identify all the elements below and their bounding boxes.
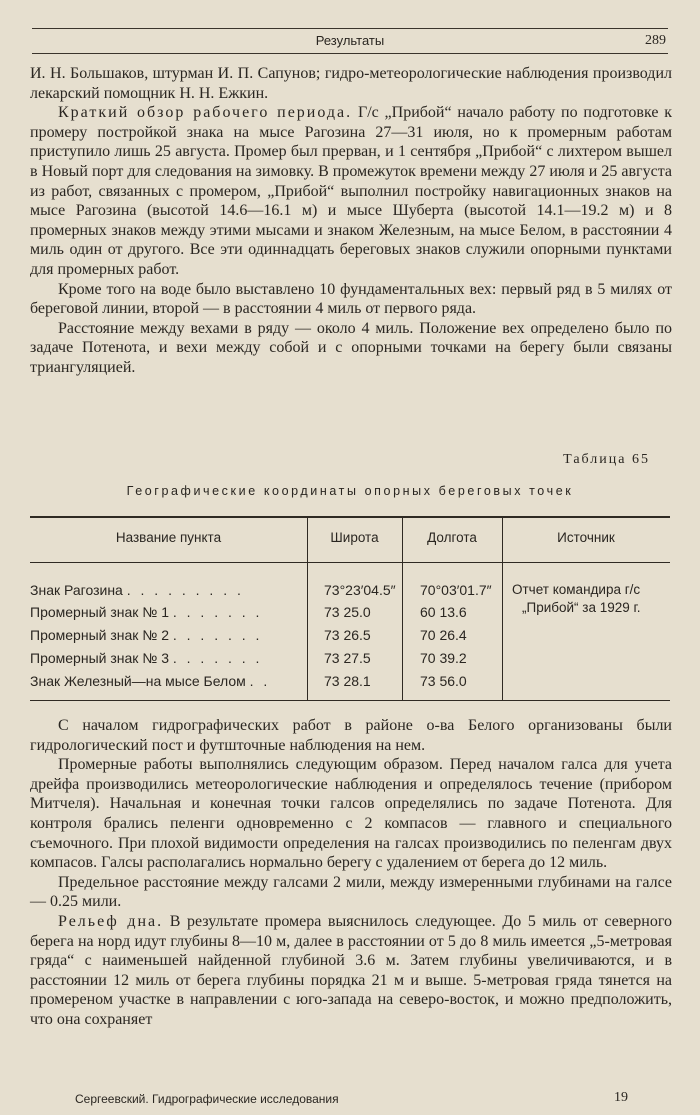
header-latitude: Широта: [330, 530, 379, 545]
paragraph: [30, 103, 672, 279]
row-longitude: 70 26.4: [420, 627, 467, 643]
paragraph: [30, 873, 672, 912]
table-title: Географические координаты опорных береговых точек: [126, 484, 574, 498]
paragraph-text: Г/с „Прибой“ начало работу по подготовке к промеру постройкой знака на мысе Рагозина 27—31 июля, но к промерным работам приступило лишь 25 августа. Промер был прерван, и 1 сентября „Прибой“ с лихтером вышел в Новый порт для следования на зимовку. В промежуток времени между 27 июля и 25 августа из работ, связанных с промером, „Прибой“ выполнил постройку навигационных знаков на мысе Рагозина (высотой 14.6—16.1 м) и мысе Шуберта (высотой 14.1—19.2 м) и 8 промерных знаков между этими мысами и знаком Железным, на мысе Белом, в расстоянии 4 миль один от другого. Все эти одиннадцать береговых знаков служили опорными пунктами для промерных работ.: [30, 104, 672, 278]
paragraph: [30, 716, 672, 755]
table-top-rule: [30, 516, 670, 518]
paragraph: [30, 755, 672, 873]
row-latitude: 73 25.0: [324, 604, 371, 620]
page-number: 289: [645, 33, 666, 48]
running-header-title: Результаты: [315, 33, 385, 48]
footer-source: Сергеевский. Гидрографические исследования: [75, 1092, 339, 1106]
paragraph-text: Расстояние между вехами в ряду — около 4 миль. Положение вех определено было по задаче Потенота, и вехи между собой и с опорными точками на берегу были связаны триангуляцией.: [30, 319, 672, 376]
row-latitude: 73 28.1: [324, 673, 371, 689]
paragraph: [30, 280, 672, 319]
paragraph-text: С началом гидрографических работ в районе о-ва Белого организованы были гидрологический пост и футшточные наблюдения на нем.: [30, 717, 672, 754]
source-line-2: „Прибой“ за 1929 г.: [522, 600, 641, 615]
paragraph-text: Предельное расстояние между галсами 2 мили, между измеренными глубинами на галсе — 0.25 мили.: [30, 873, 672, 911]
row-name: Знак Рагозина . . . . . . . . .: [30, 582, 244, 598]
body-text-top: [30, 64, 672, 378]
row-latitude: 73 27.5: [324, 650, 371, 666]
row-latitude: 73°23′04.5″: [324, 582, 396, 598]
table-bottom-rule: [30, 700, 670, 701]
row-longitude: 60 13.6: [420, 604, 467, 620]
table-label: Таблица 65: [563, 452, 650, 467]
header-longitude: Долгота: [427, 530, 477, 545]
paragraph-text: Промерные работы выполнялись следующим образом. Перед началом галса для учета дрейфа производились метеорологические наблюдения и определялось течение (прибором Митчеля). Начальная и конечная точки галсов определялись по задаче Потенота. Для контроля брались пеленги одновременно с 2 компасов — главного и специального съемочного. При плохой видимости определения на галсах производились по пеленгам двух компасов. Галсы располагались нормально берегу с удалением от берега до 12 миль.: [30, 756, 672, 872]
table-header-rule: [30, 562, 670, 563]
section-lead-in: Краткий обзор рабочего периода.: [58, 104, 353, 122]
row-longitude: 70°03′01.7″: [420, 582, 492, 598]
paragraph: [30, 912, 672, 1030]
paragraph: [30, 64, 672, 103]
paragraph-text: И. Н. Большаков, штурман И. П. Сапунов; гидро-метеорологические наблюдения производил лекарский помощник Н. Н. Ежкин.: [30, 65, 672, 102]
body-text-bottom: [30, 716, 672, 1030]
running-header: [32, 28, 668, 54]
section-lead-in: Рельеф дна.: [58, 912, 164, 930]
paragraph-text: В результате промера выяснилось следующее. До 5 миль от северного берега на норд идут глубины 8—10 м, далее в расстоянии от 5 до 8 миль имеется „5-метровая гряда“ с наименьшей найденной глубиной 3.6 м. Затем глубины увеличиваются, и в расстоянии 12 миль от берега глубины порядка 21 м и выше. 5-метровая гряда тянется на промереном участке в направлении с юго-запада на северо-восток, и можно предположить, что она сохраняет: [30, 912, 672, 1028]
source-line-1: Отчет командира г/с: [512, 582, 641, 597]
row-name: Промерный знак № 1 . . . . . . .: [30, 604, 263, 620]
signature-mark: 19: [614, 1090, 628, 1105]
coordinates-table: [30, 516, 670, 702]
row-longitude: 73 56.0: [420, 673, 467, 689]
row-longitude: 70 39.2: [420, 650, 467, 666]
row-latitude: 73 26.5: [324, 627, 371, 643]
row-name: Знак Железный—на мысе Белом . .: [30, 673, 271, 689]
paragraph: [30, 319, 672, 378]
row-name: Промерный знак № 2 . . . . . . .: [30, 627, 263, 643]
row-name: Промерный знак № 3 . . . . . . .: [30, 650, 263, 666]
header-name: Название пункта: [115, 530, 222, 545]
header-source: Источник: [557, 530, 615, 545]
paragraph-text: Кроме того на воде было выставлено 10 фундаментальных вех: первый ряд в 5 милях от береговой линии, второй — в расстоянии 4 миль от первого ряда.: [30, 280, 672, 318]
page-footer: [30, 1090, 670, 1110]
